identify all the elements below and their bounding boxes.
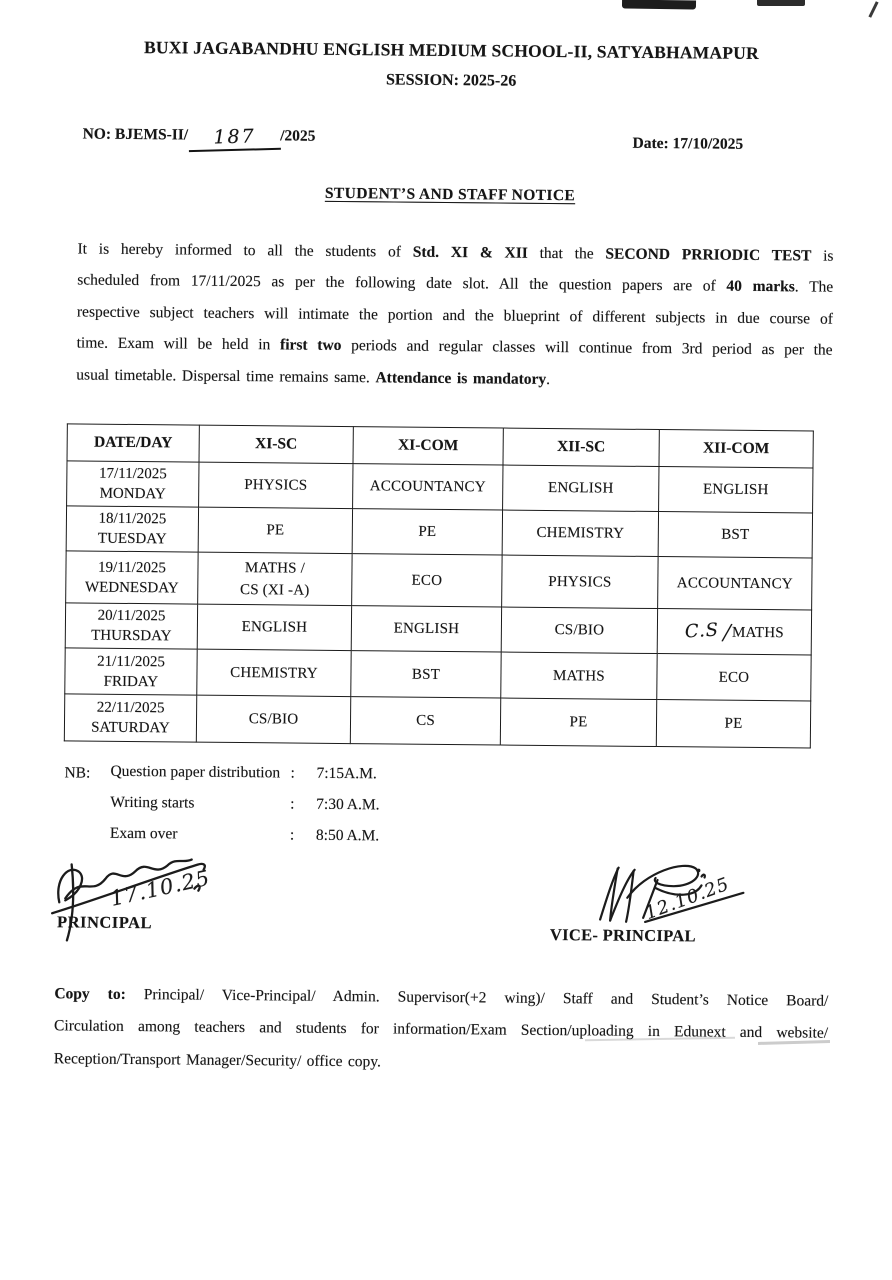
ref-prefix: NO: BJEMS-II/ bbox=[82, 125, 189, 144]
subject-cell: ENGLISH bbox=[659, 467, 813, 513]
nb-rows bbox=[64, 762, 485, 859]
session-line: SESSION: 2025-26 bbox=[385, 71, 517, 90]
table-row bbox=[67, 461, 813, 513]
text-line: time. Exam will be held in first two periods and regular classes will continue from 3rd period as per the bbox=[76, 334, 833, 359]
subject-cell: PHYSICS bbox=[199, 462, 353, 508]
table-row bbox=[65, 603, 811, 655]
notice-body-paragraph bbox=[76, 233, 833, 397]
nb-item-label: Question paper distribution bbox=[110, 762, 281, 782]
table-row bbox=[65, 648, 811, 701]
table-header-cell: XII-SC bbox=[503, 428, 659, 466]
nb-block bbox=[64, 762, 485, 859]
exam-schedule-table bbox=[64, 423, 814, 748]
reference-number-line bbox=[82, 124, 315, 151]
table-header-cell: XI-SC bbox=[199, 425, 353, 463]
subject-cell: CHEMISTRY bbox=[502, 510, 658, 556]
handwritten-subject: C.S bbox=[684, 618, 720, 642]
issue-date: Date: 17/10/2025 bbox=[632, 134, 744, 153]
subject-cell: BST bbox=[658, 512, 812, 558]
text-line: scheduled from 17/11/2025 as per the following date slot. All the question papers are of 40 marks. The bbox=[77, 271, 834, 297]
vice-principal-title: VICE- PRINCIPAL bbox=[549, 925, 696, 946]
ref-suffix: /2025 bbox=[280, 127, 316, 145]
subject-cell: ENGLISH bbox=[197, 604, 351, 650]
principal-sign-date: 17.10.25 bbox=[108, 865, 213, 911]
subject-cell: PE bbox=[198, 507, 352, 553]
date-day-cell: 17/11/2025 MONDAY bbox=[67, 461, 199, 507]
subject-cell: ENGLISH bbox=[503, 465, 659, 511]
nb-item-label: Exam over bbox=[109, 824, 178, 843]
nb-item bbox=[110, 794, 484, 829]
text-line: respective subject teachers will intimate the portion and the blueprint of different subjects in due course of bbox=[76, 303, 833, 328]
date-day-cell: 19/11/2025 WEDNESDAY bbox=[66, 551, 198, 604]
notice-heading: STUDENT’S AND STAFF NOTICE bbox=[324, 184, 576, 205]
subject-cell: PE bbox=[656, 700, 810, 748]
nb-item-colon: : bbox=[289, 826, 295, 844]
nb-item-label: Writing starts bbox=[110, 793, 195, 812]
subject-cell: ACCOUNTANCY bbox=[353, 464, 503, 510]
nb-item-value: 7:30 A.M. bbox=[316, 795, 380, 814]
nb-item-value: 7:15A.M. bbox=[316, 764, 377, 783]
table-body bbox=[64, 461, 813, 748]
table-row bbox=[66, 506, 812, 558]
table-row bbox=[66, 551, 812, 610]
table-header-cell: XII-COM bbox=[659, 430, 813, 468]
date-day-cell: 22/11/2025 SATURDAY bbox=[64, 694, 196, 742]
subject-cell: CS/BIO bbox=[501, 607, 657, 653]
nb-label: NB: bbox=[64, 764, 91, 782]
subject-cell: CS bbox=[350, 697, 500, 745]
vice-principal-sign-date: 12.10.25 bbox=[642, 873, 733, 925]
subject-cell: MATHS / CS (XI -A) bbox=[198, 552, 352, 605]
table-row bbox=[64, 694, 810, 748]
nb-item bbox=[110, 763, 484, 798]
text-line: usual timetable. Dispersal time remains same. Attendance is mandatory. bbox=[76, 366, 551, 388]
subject-cell: ACCOUNTANCY bbox=[658, 557, 812, 610]
copy-to-paragraph bbox=[54, 978, 829, 1083]
text-line: Reception/Transport Manager/Security/ office copy. bbox=[53, 1050, 382, 1071]
subject-cell: PHYSICS bbox=[502, 555, 658, 608]
subject-cell: PE bbox=[352, 509, 502, 555]
principal-title: PRINCIPAL bbox=[56, 912, 153, 933]
subject-cell: ECO bbox=[657, 654, 811, 701]
subject-cell: MATHS bbox=[501, 652, 657, 699]
subject-cell: CHEMISTRY bbox=[197, 649, 351, 696]
table-header-cell: DATE/DAY bbox=[67, 424, 199, 462]
subject-cell: CS/BIO bbox=[196, 695, 350, 743]
nb-item-value: 8:50 A.M. bbox=[315, 826, 380, 845]
school-name: BUXI JAGABANDHU ENGLISH MEDIUM SCHOOL-II, SATYABHAMAPUR bbox=[143, 37, 759, 63]
text-line: Circulation among teachers and students for information/Exam Section/uploading in Edunext and website/ bbox=[54, 1017, 829, 1043]
subject-cell: ENGLISH bbox=[351, 606, 501, 652]
date-day-cell: 20/11/2025 THURSDAY bbox=[65, 603, 197, 649]
subject-cell: C.S/MATHS bbox=[657, 609, 811, 655]
subject-cell: BST bbox=[351, 651, 501, 698]
date-day-cell: 21/11/2025 FRIDAY bbox=[65, 648, 197, 695]
table-header-cell: XI-COM bbox=[353, 427, 503, 465]
text-line: Copy to: Principal/ Vice-Principal/ Admin. Supervisor(+2 wing)/ Staff and Student’s Notice Board/ bbox=[54, 985, 829, 1010]
nb-item-colon: : bbox=[290, 795, 295, 813]
nb-item-colon: : bbox=[290, 764, 295, 782]
date-day-cell: 18/11/2025 TUESDAY bbox=[66, 506, 198, 552]
text-line: It is hereby informed to all the students of Std. XI & XII that the SECOND PRRIODIC TEST is bbox=[77, 240, 834, 265]
subject-cell: ECO bbox=[352, 554, 502, 607]
ref-number-handwritten: 187 bbox=[188, 125, 281, 152]
subject-cell: PE bbox=[500, 698, 656, 746]
